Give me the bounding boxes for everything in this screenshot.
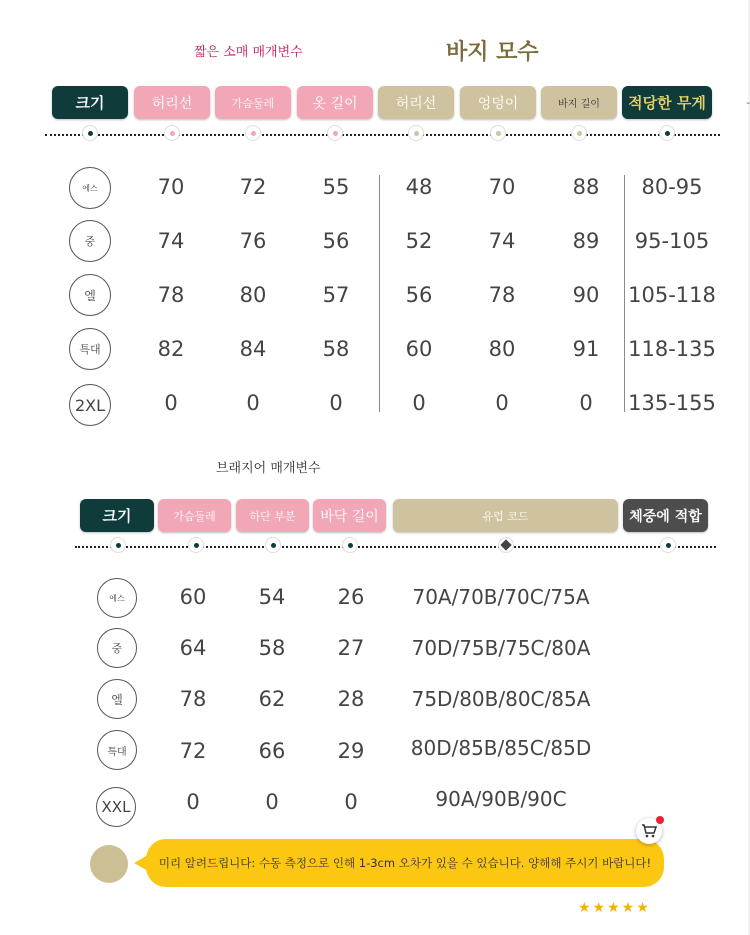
bottom-header-under-bust: 하단 부분: [236, 499, 309, 532]
table-cell-weight: 95-105: [634, 229, 710, 253]
table-cell: 66: [258, 739, 286, 763]
table-cell: 70: [488, 175, 516, 199]
table-cell: 60: [405, 337, 433, 361]
notice-avatar: [90, 845, 128, 883]
table-cell-weight: 105-118: [628, 283, 716, 307]
bottom-marker-4: [342, 537, 358, 553]
table-cell: 0: [579, 391, 593, 415]
bottom-marker-diamond: [498, 537, 514, 553]
table-cell: 72: [239, 175, 267, 199]
top-header-pants-waist: 허리선: [378, 86, 454, 119]
top-divider-left: [379, 175, 380, 412]
table-cell: 80: [488, 337, 516, 361]
top-dotted-line: [45, 134, 720, 136]
table-cell: 0: [412, 391, 426, 415]
table-cell: 57: [322, 283, 350, 307]
table-cell: 62: [258, 687, 286, 711]
top-marker-6: [490, 125, 506, 141]
table-cell: 58: [322, 337, 350, 361]
table-cell: 27: [337, 636, 365, 660]
top-size-xl: 특대: [69, 328, 111, 370]
top-header-pants-length: 바지 길이: [541, 86, 617, 119]
top-header-hip: 엉덩이: [460, 86, 536, 119]
top-marker-2: [164, 125, 180, 141]
table-cell: 74: [488, 229, 516, 253]
table-cell: 29: [337, 739, 365, 763]
table-cell-weight: 118-135: [628, 337, 716, 361]
pants-params-title: 바지 모수: [446, 40, 539, 65]
bottom-size-l: 엘: [97, 679, 137, 719]
bottom-marker-1: [110, 537, 126, 553]
short-sleeve-params-label: 짧은 소매 매개변수: [194, 45, 303, 60]
table-cell: 76: [239, 229, 267, 253]
bottom-header-size: 크기: [80, 499, 154, 532]
bottom-marker-2: [188, 537, 204, 553]
cart-badge: [656, 816, 664, 824]
bra-params-label: 브래지어 매개변수: [216, 461, 321, 476]
table-cell: 0: [329, 391, 343, 415]
shopping-cart-icon[interactable]: [636, 818, 662, 844]
bottom-header-eu-code: 유럽 코드: [393, 499, 618, 532]
top-marker-7: [571, 125, 587, 141]
top-size-l: 엘: [69, 274, 111, 316]
table-cell: 55: [322, 175, 350, 199]
top-marker-5: [408, 125, 424, 141]
table-cell: 56: [405, 283, 433, 307]
table-cell: 89: [572, 229, 600, 253]
table-cell-eu-code: 70D/75B/75C/80A: [411, 636, 591, 660]
table-cell-eu-code: 90A/90B/90C: [435, 787, 567, 811]
table-cell: 74: [157, 229, 185, 253]
bottom-dotted-line: [75, 546, 716, 548]
table-cell: 78: [488, 283, 516, 307]
table-cell: 0: [495, 391, 509, 415]
bottom-size-xl: 특대: [97, 730, 137, 770]
top-marker-3: [245, 125, 261, 141]
table-cell-eu-code: 80D/85B/85C/85D: [410, 736, 592, 760]
table-cell: 60: [179, 585, 207, 609]
table-cell: 26: [337, 585, 365, 609]
table-cell: 0: [246, 391, 260, 415]
table-cell: 0: [186, 790, 200, 814]
bottom-size-s: 에스: [97, 578, 137, 618]
table-cell: 0: [164, 391, 178, 415]
table-cell-weight: 135-155: [628, 391, 716, 415]
table-cell: 48: [405, 175, 433, 199]
top-marker-8: [659, 125, 675, 141]
table-cell: 54: [258, 585, 286, 609]
edge-tick-mark: -: [746, 98, 750, 109]
table-cell-eu-code: 75D/80B/80C/85A: [411, 687, 591, 711]
bottom-header-weight-fit: 체중에 적합: [623, 499, 708, 532]
bottom-marker-3: [265, 537, 281, 553]
table-cell-weight: 80-95: [641, 175, 703, 199]
table-cell: 28: [337, 687, 365, 711]
top-divider-right: [624, 175, 625, 412]
table-cell: 88: [572, 175, 600, 199]
table-cell: 0: [265, 790, 279, 814]
table-cell: 90: [572, 283, 600, 307]
table-cell: 56: [322, 229, 350, 253]
table-cell: 78: [157, 283, 185, 307]
table-cell: 0: [344, 790, 358, 814]
top-header-size: 크기: [52, 86, 128, 119]
top-marker-4: [327, 125, 343, 141]
bottom-header-bust: 가슴둘레: [158, 499, 231, 532]
table-cell: 91: [572, 337, 600, 361]
table-cell-eu-code: 70A/70B/70C/75A: [412, 585, 590, 609]
top-header-suitable-weight: 적당한 무게: [622, 86, 712, 119]
bottom-header-bottom-length: 바닥 길이: [313, 499, 386, 532]
table-cell: 52: [405, 229, 433, 253]
cart-glyph-icon: [641, 824, 657, 838]
top-header-top-length: 옷 길이: [297, 86, 373, 119]
table-cell: 70: [157, 175, 185, 199]
star-rating: ★★★★★: [578, 900, 651, 916]
table-cell: 78: [179, 687, 207, 711]
table-cell: 84: [239, 337, 267, 361]
top-size-s: 에스: [69, 167, 111, 209]
bottom-size-m: 중: [97, 628, 137, 668]
bottom-marker-6: [660, 537, 676, 553]
bottom-size-xxl: XXL: [96, 787, 136, 827]
top-marker-1: [82, 125, 98, 141]
top-header-waist: 허리선: [134, 86, 210, 119]
top-size-2xl: 2XL: [69, 384, 111, 426]
table-cell: 72: [179, 739, 207, 763]
table-cell: 80: [239, 283, 267, 307]
table-cell: 64: [179, 636, 207, 660]
table-cell: 82: [157, 337, 185, 361]
top-header-bust: 가슴둘레: [215, 86, 291, 119]
top-size-m: 중: [69, 220, 111, 262]
table-cell: 58: [258, 636, 286, 660]
measurement-notice: 미리 알려드립니다: 수동 측정으로 인해 1-3cm 오차가 있을 수 있습니다. 양해해 주시기 바랍니다!: [146, 839, 664, 887]
